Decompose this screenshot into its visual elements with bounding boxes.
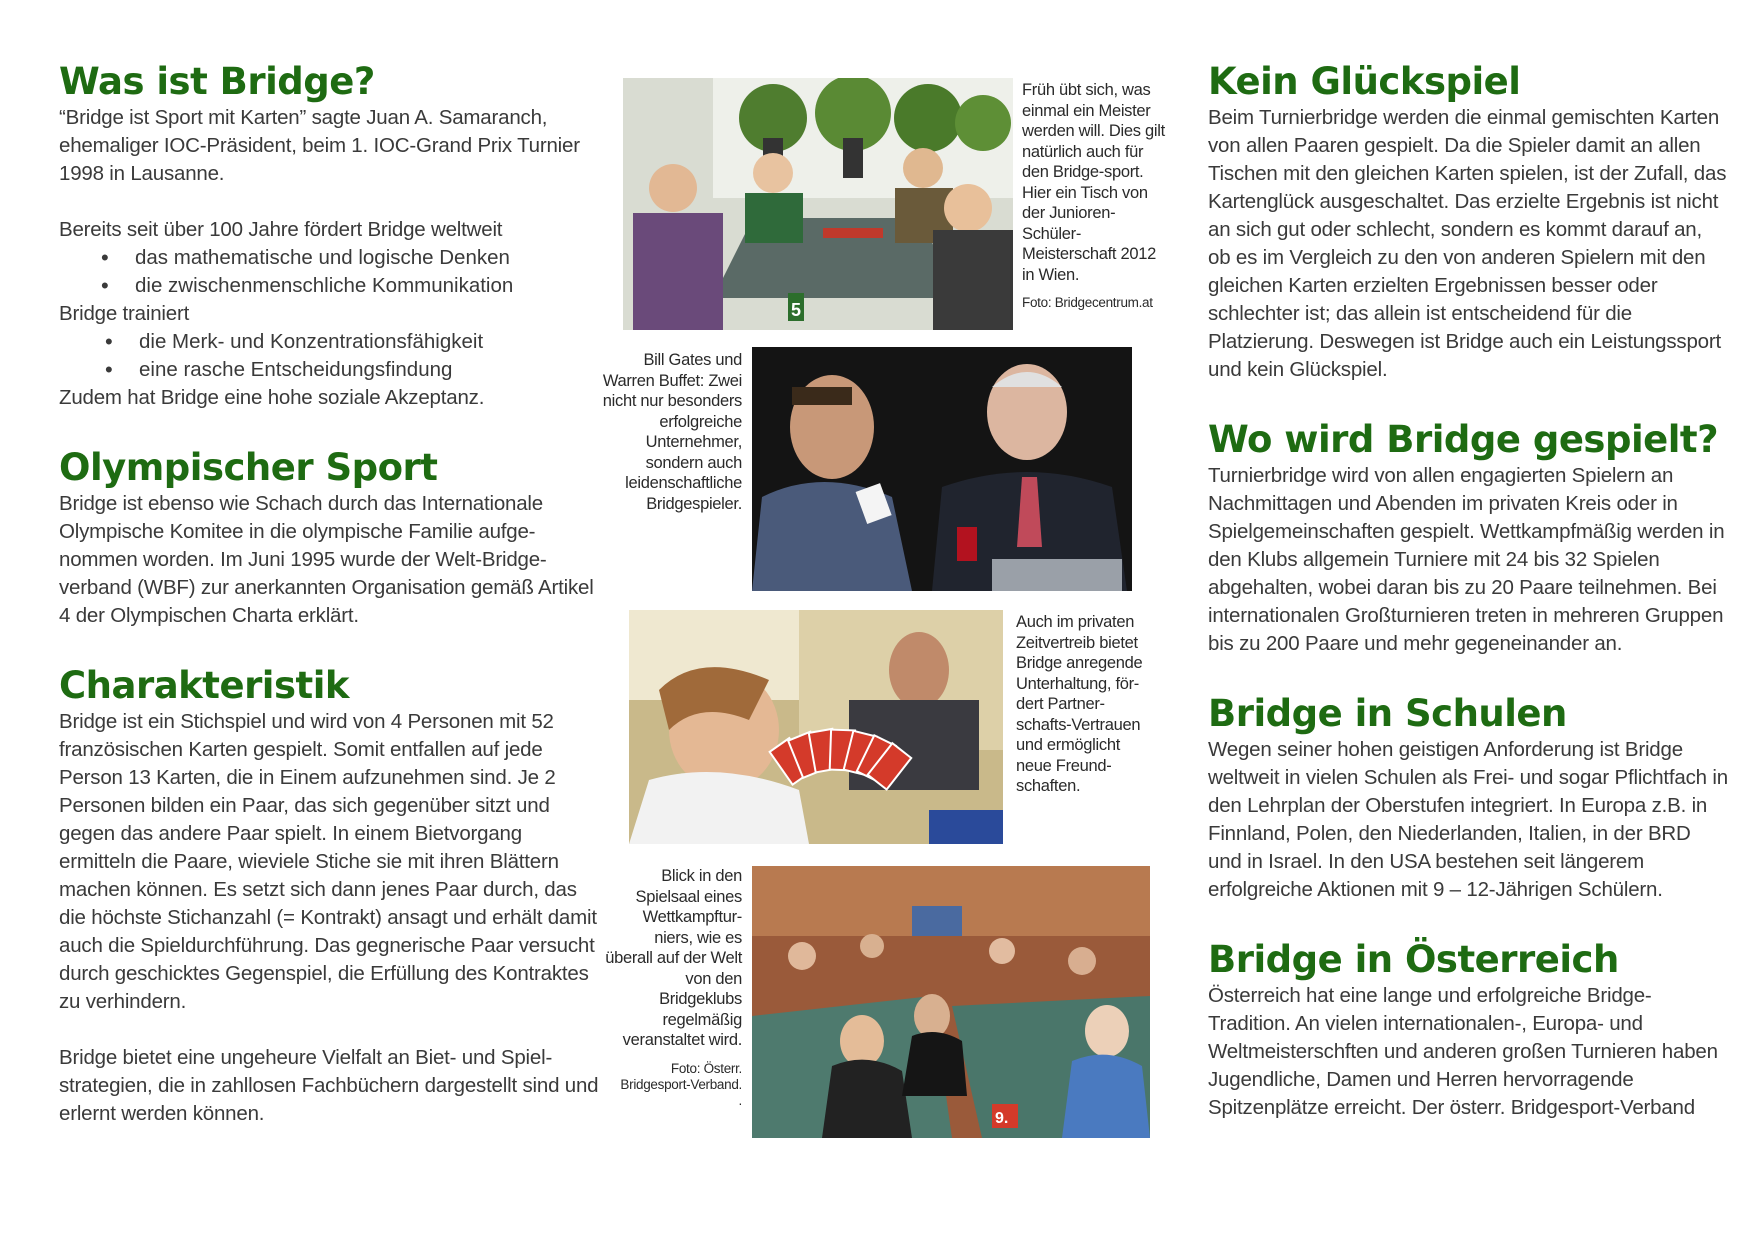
heading-kein-glueckspiel: Kein Glückspiel xyxy=(1208,60,1521,103)
heading-schulen: Bridge in Schulen xyxy=(1208,692,1567,735)
list-item: • die zwischenmenschliche Kommunikation xyxy=(101,273,514,298)
left-column xyxy=(59,60,599,1128)
photo-credit-oebv: Foto: Österr. Bridgesport-Verband. xyxy=(620,1060,742,1092)
bullet-icon: • xyxy=(105,357,113,382)
section-was-ist-bridge xyxy=(59,60,599,412)
photo-junioren-tisch xyxy=(623,78,1013,330)
section-schulen xyxy=(1208,692,1728,904)
list-item: • eine rasche Entscheidungsfindung xyxy=(105,357,453,382)
section-kein-glueckspiel xyxy=(1208,60,1728,384)
photo-gates-buffet xyxy=(752,347,1132,591)
bullet-icon: • xyxy=(101,273,109,298)
bullet-icon: • xyxy=(105,329,113,354)
paragraph-foerdert: Bereits seit über 100 Jahre fördert Bridge weltweit xyxy=(59,218,503,241)
paragraph-vielfalt: Bridge bietet eine ungeheure Vielfalt an Biet- und Spiel-strategien, die in zahllosen Fachbüchern dargestellt sind und erlernt werden können. xyxy=(59,1046,599,1125)
paragraph-samaranch-quote: “Bridge ist Sport mit Karten” sagte Juan A. Samaranch, ehemaliger IOC-Präsident, beim 1. IOC-Grand Prix Turnier 1998 in Lausanne. xyxy=(59,106,580,185)
section-charakteristik xyxy=(59,664,599,1128)
section-wo-gespielt xyxy=(1208,418,1728,658)
list-item: • das mathematische und logische Denken xyxy=(101,245,510,270)
heading-olympischer-sport: Olympischer Sport xyxy=(59,446,438,489)
bullet-list-foerdert xyxy=(59,244,599,300)
photo-spielsaal xyxy=(752,866,1150,1138)
caption-spielsaal: Blick in den Spielsaal eines Wettkampftur-niers, wie es überall auf der Welt von den Bridgeklubs regelmäßig veranstaltet wird. Foto: Österr. Bridgesport-Verband. . xyxy=(605,867,742,1108)
table-number-sign: 5 xyxy=(791,300,802,320)
section-oesterreich xyxy=(1208,938,1728,1122)
heading-wo-gespielt: Wo wird Bridge gespielt? xyxy=(1208,418,1719,461)
list-item: • die Merk- und Konzentrationsfähigkeit xyxy=(105,329,484,354)
table-number-sign: 9. xyxy=(995,1110,1009,1127)
heading-was-ist-bridge: Was ist Bridge? xyxy=(59,60,375,103)
section-olympischer-sport xyxy=(59,446,599,630)
caption-junioren: Früh übt sich, was einmal ein Meister werden will. Dies gilt natürlich auch für den Bridge-sport. Hier ein Tisch von der Junioren-Schüler-Meisterschaft 2012 in Wien. Foto: Bridgecentrum.at xyxy=(1022,80,1172,311)
right-column xyxy=(1208,60,1728,1122)
paragraph-oesterreich: Österreich hat eine lange und erfolgreiche Bridge-Tradition. An vielen internationalen-, Europa- und Weltmeisterschften und anderen großen Turnieren haben Jugendliche, Damen und Herren hervorragende Spitzenplätze erreicht. Der österr. Bridgesport-Verband xyxy=(1208,984,1718,1119)
bullet-icon: • xyxy=(101,245,109,270)
heading-oesterreich: Bridge in Österreich xyxy=(1208,938,1619,981)
photo-privat-spiel xyxy=(629,610,1003,844)
bullet-list-trainiert xyxy=(59,328,599,384)
paragraph-turnierbridge: Beim Turnierbridge werden die einmal gemischten Karten von allen Paaren gespielt. Da die Spieler damit an allen Tischen mit den gleichen Karten spielen, ist der Zufall, das Kartenglück ausgeschaltet. Das erzielte Ergebnis ist nicht an sich gut oder schlecht, sondern es kommt darauf an, ob es im Vergleich zu den von anderen Spielern mit den gleichen Karten erzielten Ergebnissen besser oder schlechter ist; das allein ist entscheidend für die Platzierung. Deswegen ist Bridge auch ein Leistungssport und kein Glückspiel. xyxy=(1208,106,1727,381)
caption-gates-buffet: Bill Gates und Warren Buffet: Zwei nicht nur besonders erfolgreiche Unternehmer, sondern auch leidenschaftliche Bridgespieler. xyxy=(602,351,742,513)
paragraph-akzeptanz: Zudem hat Bridge eine hohe soziale Akzeptanz. xyxy=(59,386,485,409)
paragraph-charakteristik: Bridge ist ein Stichspiel und wird von 4 Personen mit 52 französischen Karten gespielt. Somit entfallen auf jede Person 13 Karten, die in Einem aufzunehmen sind. Je 2 Personen bilden ein Paar, das sich gegenüber sitzt und gegen das andere Paar spielt. In einem Bietvorgang ermitteln die Paare, wieviele Stiche sie mit ihren Blättern machen können. Es setzt sich dann jenes Paar durch, das die höchste Stichanzahl (= Kontrakt) ansagt und erhält damit auch die Spieldurchführung. Das gegnerische Paar versucht durch geschicktes Gegenspiel, die Erfüllung des Kontraktes zu verhindern. xyxy=(59,710,597,1013)
paragraph-schulen: Wegen seiner hohen geistigen Anforderung ist Bridge weltweit in vielen Schulen als Frei- und sogar Pflichtfach in den Lehrplan der Oberstufen integriert. In Europa z.B. in Finnland, Polen, den Niederlanden, Italien, in der BRD und in Israel. In den USA bestehen seit längerem erfolgreiche Aktionen mit 9 – 12-Jährigen Schülern. xyxy=(1208,738,1728,901)
paragraph-trainiert: Bridge trainiert xyxy=(59,302,190,325)
paragraph-wo-gespielt: Turnierbridge wird von allen engagierten Spielern an Nachmittagen und Abenden im privaten Kreis oder in Spielgemeinschaften gespielt. Wettkampfmäßig werden in den Klubs allgemein Turniere mit 24 bis 32 Spielen abgehalten, wobei daran bis zu 20 Paare teilnehmen. Bei internationalen Großturnieren treten in mehreren Gruppen bis zu 200 Paare und mehr gegeneinander an. xyxy=(1208,464,1725,655)
photo-credit-bridgecentrum: Foto: Bridgecentrum.at xyxy=(1022,295,1153,310)
caption-privat: Auch im privaten Zeitvertreib bietet Bridge anregende Unterhaltung, för-dert Partner-schafts-Vertrauen und ermöglicht neue Freund-schaften. xyxy=(1016,613,1143,795)
paragraph-olympisch: Bridge ist ebenso wie Schach durch das Internationale Olympische Komitee in die olympische Familie aufge-nommen worden. Im Juni 1995 wurde der Welt-Bridge-verband (WBF) zur anerkannten Organisation gemäß Artikel 4 der Olympischen Charta erklärt. xyxy=(59,492,594,627)
heading-charakteristik: Charakteristik xyxy=(59,664,349,707)
